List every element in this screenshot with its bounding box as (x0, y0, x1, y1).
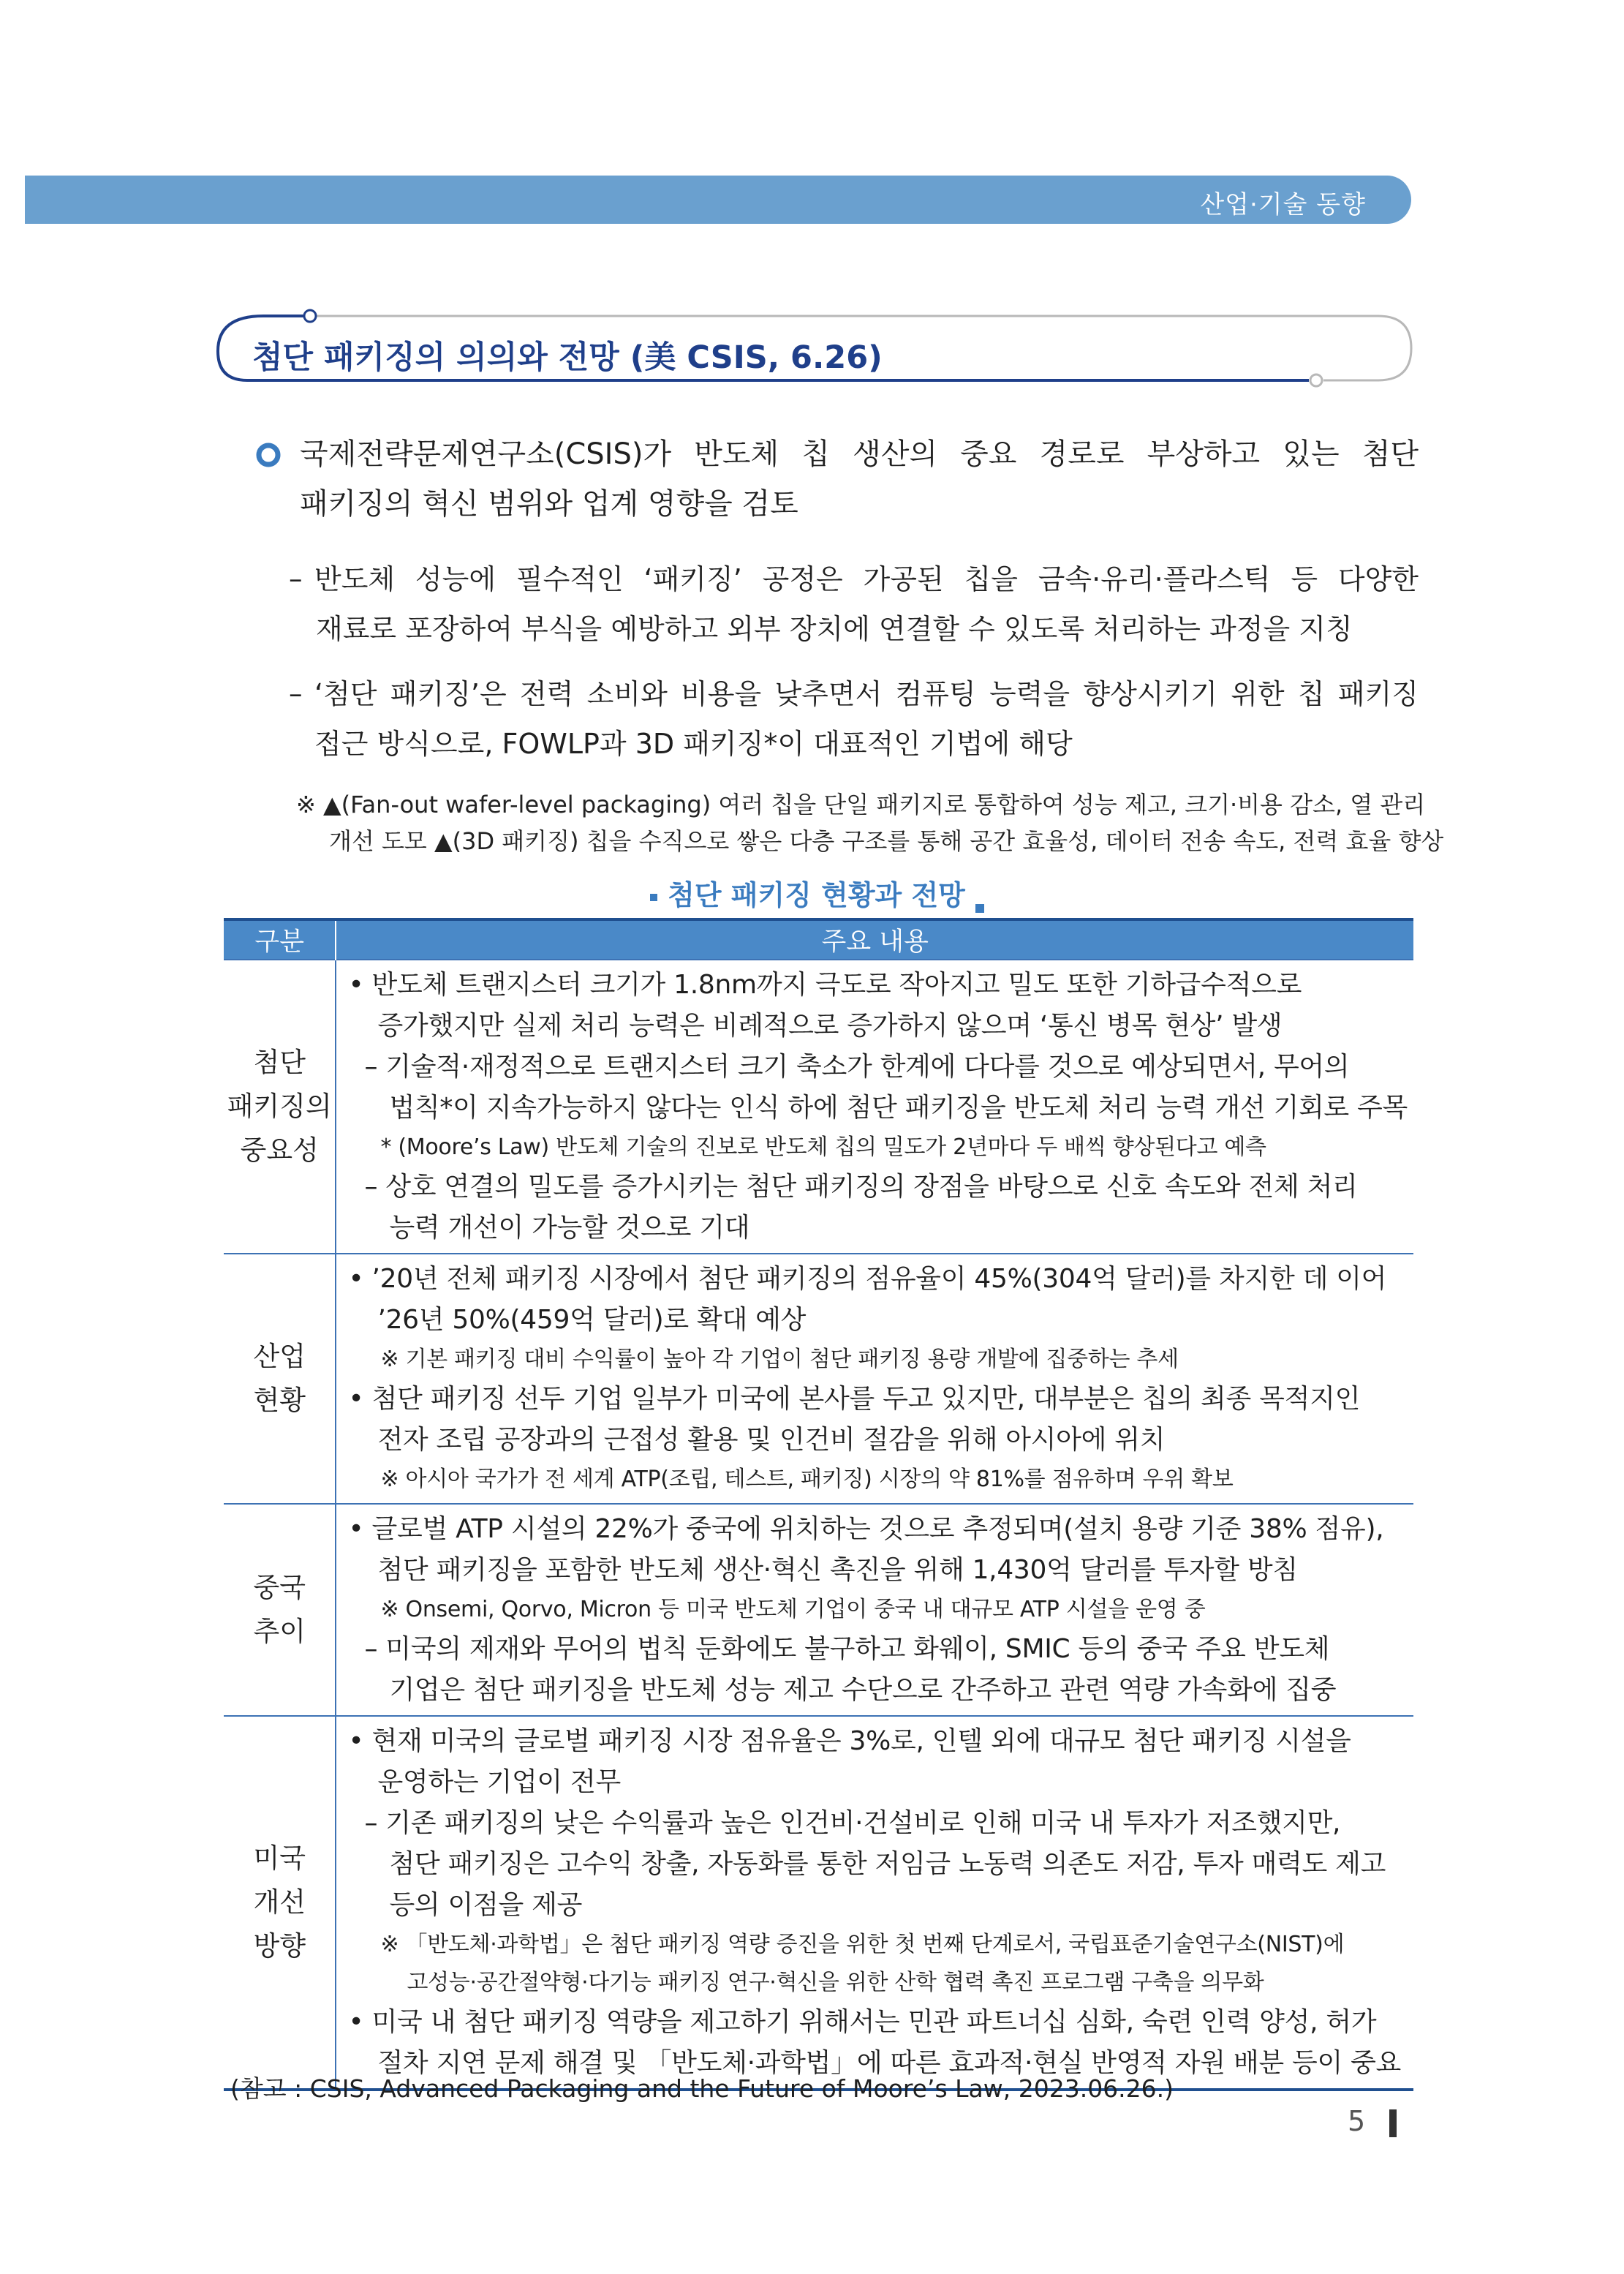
category-line: 추이 (253, 1616, 306, 1647)
content-line: 전자 조립 공장과의 근접성 활용 및 인건비 절감을 위해 아시아에 위치 (377, 1425, 1166, 1455)
content-line: 법칙*이 지속가능하지 않다는 인식 하에 첨단 패키징을 반도체 처리 능력 개선 기회로 주목 (389, 1093, 1408, 1123)
content-line: 기업은 첨단 패키징을 반도체 성능 제고 수단으로 간주하고 관련 역량 가속화에 집중 (389, 1675, 1337, 1705)
content-note-line: ※ 아시아 국가가 전 세계 ATP(조립, 테스트, 패키징) 시장의 약 81%를 점유하며 우위 확보 (380, 1467, 1234, 1492)
content-note-line: ※ 「반도체·과학법」은 첨단 패키징 역량 증진을 위한 첫 번째 단계로서, 국립표준기술연구소(NIST)에 (380, 1932, 1345, 1957)
content-note-line: 고성능·공간절약형·다기능 패키징 연구·혁신을 위한 산학 협력 촉진 프로그램 구축을 의무화 (407, 1970, 1264, 1995)
content-line: 운영하는 기업이 전무 (377, 1767, 622, 1797)
section-header-bar (25, 176, 1411, 224)
content-line: • ’20년 전체 패키징 시장에서 첨단 패키징의 점유율이 45%(304억 달러)를 차지한 데 이어 (348, 1264, 1387, 1294)
table-title (0, 873, 1624, 913)
square-bullet-icon (650, 894, 657, 901)
content-line: 등의 이점을 제공 (389, 1890, 583, 1920)
sub-point-1-line2: 재료로 포장하여 부식을 예방하고 외부 장치에 연결할 수 있도록 처리하는 과정을 지칭 (316, 613, 1353, 645)
section-label: 산업·기술 동향 (1200, 190, 1366, 219)
category-line: 현황 (253, 1385, 306, 1416)
sub-point-2-line1: ‘첨단 패키징’은 전력 소비와 비용을 낮추면서 컴퓨팅 능력을 향상시키기 위한 칩 패키징 (314, 678, 1419, 710)
content-note-line: * (Moore’s Law) 반도체 기술의 진보로 반도체 칩의 밀도가 2년마다 두 배씩 향상된다고 예측 (380, 1134, 1266, 1160)
row-category (224, 960, 336, 1254)
row-content (336, 1716, 1413, 2090)
content-note-line: ※ 기본 패키징 대비 수익률이 높아 각 기업이 첨단 패키징 용량 개발에 집중하는 추세 (380, 1347, 1179, 1372)
content-note-line: ※ Onsemi, Qorvo, Micron 등 미국 반도체 기업이 중국 내 대규모 ATP 시설을 운영 중 (380, 1597, 1206, 1622)
category-line: 방향 (253, 1930, 306, 1962)
table-row (224, 1254, 1413, 1504)
sub-point-2-line2: 접근 방식으로, FOWLP과 3D 패키징*이 대표적인 기법에 해당 (314, 728, 1073, 760)
content-line: • 현재 미국의 글로벌 패키징 시장 점유율은 3%로, 인텔 외에 대규모 첨단 패키징 시설을 (348, 1726, 1351, 1756)
row-category (224, 1254, 336, 1504)
content-line: • 미국 내 첨단 패키징 역량을 제고하기 위해서는 민관 파트너십 심화, 숙련 인력 양성, 허가 (348, 2007, 1377, 2037)
dash-marker: – (289, 678, 303, 709)
category-line: 산업 (253, 1341, 306, 1372)
circle-bullet-icon (256, 443, 281, 467)
row-content (336, 1504, 1413, 1716)
page-number: 5 (1348, 2105, 1366, 2137)
table-row (224, 960, 1413, 1254)
page-number-bar (1389, 2109, 1397, 2137)
category-line: 패키징의 (227, 1091, 332, 1122)
category-line: 중국 (253, 1572, 306, 1603)
content-line: 절차 지연 문제 해결 및 「반도체·과학법」에 따른 효과적·현실 반영적 자원 배분 등이 중요 (377, 2048, 1402, 2078)
category-line: 중요성 (240, 1134, 319, 1166)
content-line: – 기존 패키징의 낮은 수익률과 높은 인건비·건설비로 인해 미국 내 투자가 저조했지만, (364, 1808, 1341, 1838)
square-bullet-icon (975, 904, 984, 913)
category-line: 미국 (253, 1842, 306, 1874)
table-row (224, 1504, 1413, 1716)
main-point-line2: 패키징의 혁신 범위와 업계 영향을 검토 (300, 487, 798, 521)
table-title-text: 첨단 패키징 현황과 전망 (668, 879, 965, 911)
content-line: ’26년 50%(459억 달러)로 확대 예상 (377, 1305, 807, 1335)
main-point-line1: 국제전략문제연구소(CSIS)가 반도체 칩 생산의 중요 경로로 부상하고 있는 첨단 (300, 437, 1419, 471)
category-line: 첨단 (253, 1047, 306, 1078)
reference: (참고 : CSIS, Advanced Packaging and the Future of Moore’s Law, 2023.06.26.) (230, 2074, 1174, 2103)
content-line: – 상호 연결의 밀도를 증가시키는 첨단 패키징의 장점을 바탕으로 신호 속도와 전체 처리 (364, 1172, 1358, 1202)
content-line: • 글로벌 ATP 시설의 22%가 중국에 위치하는 것으로 추정되며(설치 용량 기준 38% 점유), (348, 1514, 1384, 1544)
content-line: – 미국의 제재와 무어의 법칙 둔화에도 불구하고 화웨이, SMIC 등의 중국 주요 반도체 (364, 1634, 1330, 1664)
content-line: 첨단 패키징을 포함한 반도체 생산·혁신 촉진을 위해 1,430억 달러를 투자할 방침 (377, 1555, 1298, 1585)
note-line1: ※ ▲(Fan-out wafer-level packaging) 여러 칩을 단일 패키지로 통합하여 성능 제고, 크기·비용 감소, 열 관리 (296, 791, 1426, 818)
content-line: • 반도체 트랜지스터 크기가 1.8nm까지 극도로 작아지고 밀도 또한 기하급수적으로 (348, 970, 1302, 1000)
content-line: 첨단 패키징은 고수익 창출, 자동화를 통한 저임금 노동력 의존도 저감, 투자 매력도 제고 (389, 1849, 1386, 1879)
note-line2: 개선 도모 ▲(3D 패키징) 칩을 수직으로 쌓은 다층 구조를 통해 공간 효율성, 데이터 전송 속도, 전력 효율 향상 (329, 827, 1444, 855)
content-line: – 기술적·재정적으로 트랜지스터 크기 축소가 한계에 다다를 것으로 예상되면서, 무어의 (364, 1052, 1350, 1082)
sub-point-1-line1: 반도체 성능에 필수적인 ‘패키징’ 공정은 가공된 칩을 금속·유리·플라스틱 등 다양한 (314, 563, 1419, 595)
column-header-category: 구분 (224, 919, 336, 960)
row-category (224, 1716, 336, 2090)
row-content (336, 1254, 1413, 1504)
packaging-status-table (224, 918, 1413, 2091)
content-line: • 첨단 패키징 선두 기업 일부가 미국에 본사를 두고 있지만, 대부분은 칩의 최종 목적지인 (348, 1384, 1361, 1414)
row-category (224, 1504, 336, 1716)
content-line: 능력 개선이 가능할 것으로 기대 (389, 1213, 750, 1243)
column-header-content: 주요 내용 (336, 919, 1413, 960)
content-line: 증가했지만 실제 처리 능력은 비례적으로 증가하지 않으며 ‘통신 병목 현상’ 발생 (377, 1011, 1283, 1041)
dash-marker: – (289, 563, 303, 595)
article-title: 첨단 패키징의 의의와 전망 (美 CSIS, 6.26) (252, 339, 883, 376)
category-line: 개선 (253, 1886, 306, 1918)
table-row (224, 1716, 1413, 2090)
row-content (336, 960, 1413, 1254)
